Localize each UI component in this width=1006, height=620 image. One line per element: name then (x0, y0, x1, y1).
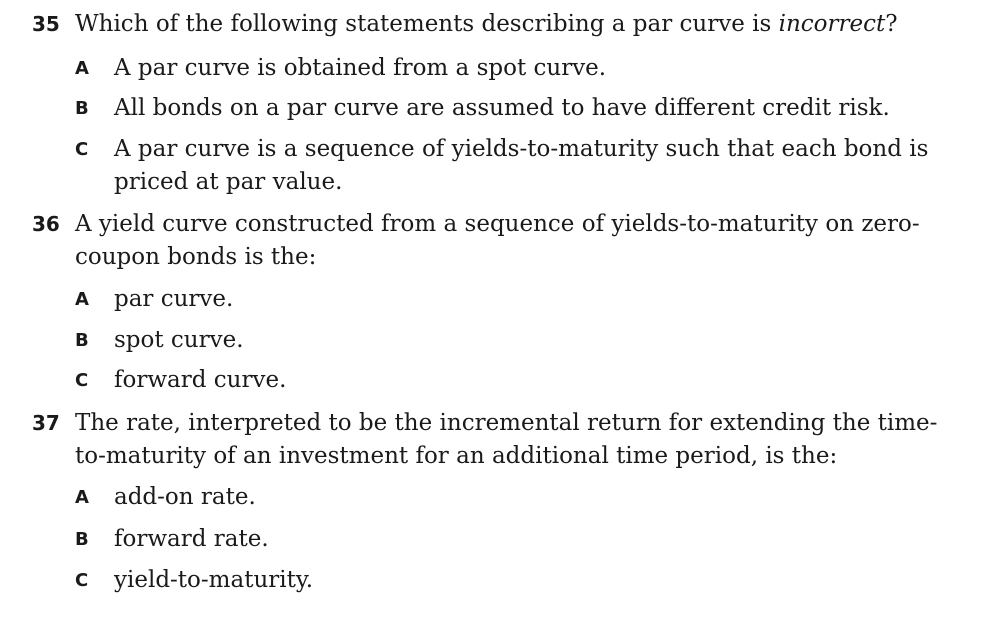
option-letter: B (75, 330, 89, 351)
option-text: add-on rate. (114, 484, 256, 510)
option-text: All bonds on a par curve are assumed to have different credit risk. (114, 95, 890, 121)
question-number: 37 (32, 411, 60, 435)
option-text: yield-to-maturity. (114, 567, 314, 593)
option-letter: C (75, 139, 89, 160)
option-letter: A (75, 487, 89, 508)
option-text: forward curve. (114, 367, 287, 393)
question-number: 36 (32, 212, 60, 236)
option-letter: A (75, 58, 89, 79)
option-letter: B (75, 529, 89, 550)
question-text-part: ? (885, 11, 898, 37)
option-letter: C (75, 370, 89, 391)
question-text-emphasis: incorrect (778, 11, 886, 37)
option-text: par curve. (114, 286, 234, 312)
option-text: A par curve is a sequence of yields-to-maturity such that each bond is priced at par value. (114, 136, 929, 195)
question-number: 35 (32, 12, 60, 36)
option-letter: C (75, 570, 89, 591)
option-text: A par curve is obtained from a spot curve. (114, 55, 607, 81)
option-letter: A (75, 289, 89, 310)
question-text (75, 8, 955, 41)
option-text: spot curve. (114, 327, 244, 353)
option-letter: B (75, 98, 89, 119)
question-text: The rate, interpreted to be the incremental return for extending the time-to-maturity of an investment for an additional time period, is the: (75, 410, 938, 469)
option-text: forward rate. (114, 526, 269, 552)
question-text-part: Which of the following statements describing a par curve is (75, 11, 779, 37)
question-text: A yield curve constructed from a sequence of yields-to-maturity on zero-coupon bonds is the: (75, 211, 920, 270)
